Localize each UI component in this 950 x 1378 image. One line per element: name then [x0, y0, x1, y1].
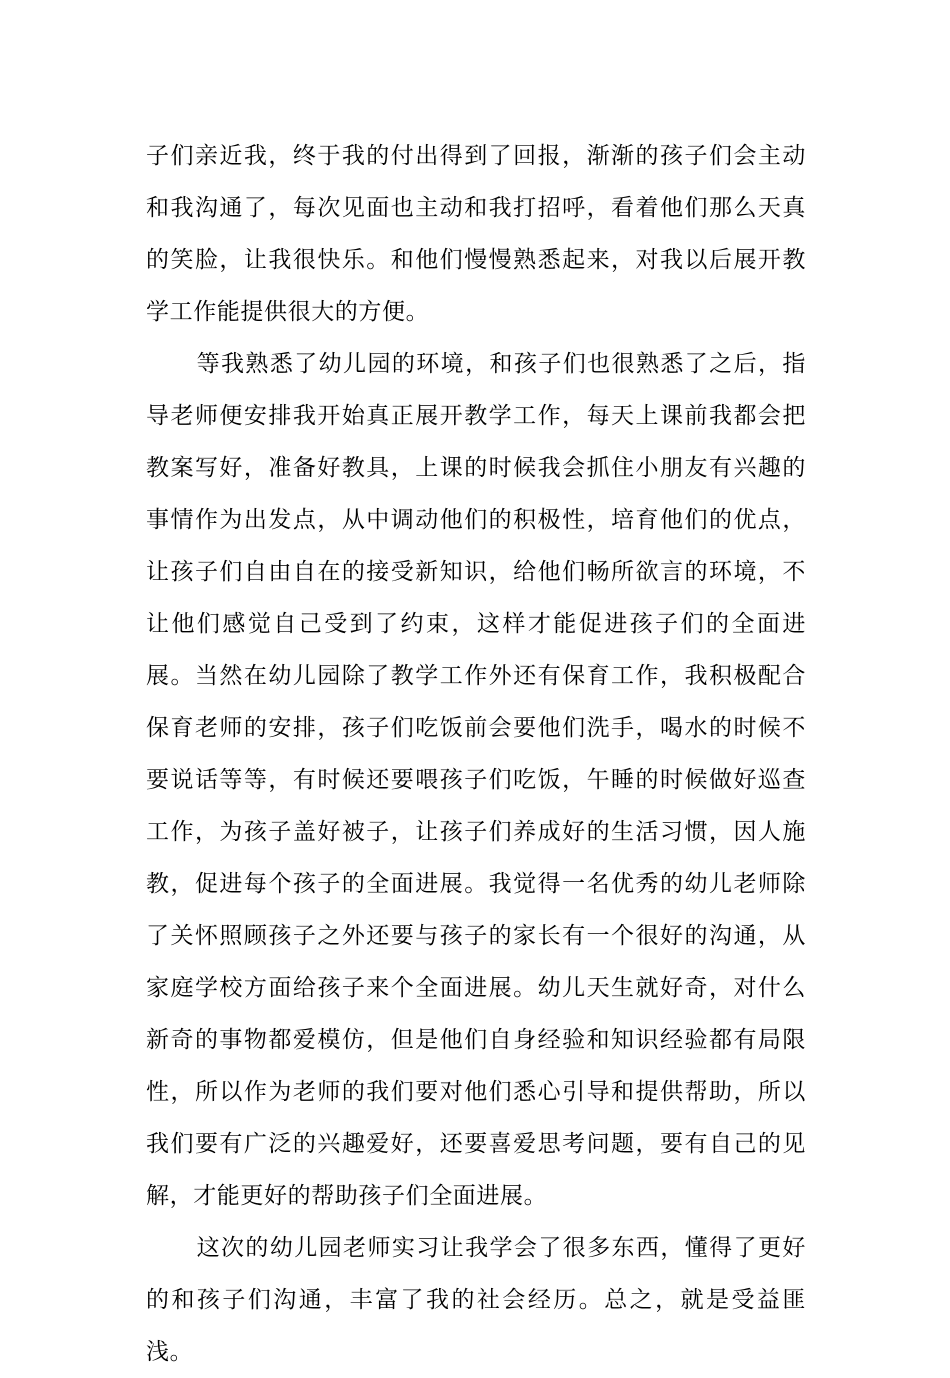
paragraph-3: 这次的幼儿园老师实习让我学会了很多东西，懂得了更好的和孩子们沟通，丰富了我的社会经历。总之，就是受益匪浅。	[146, 1235, 806, 1365]
paragraph-1: 子们亲近我，终于我的付出得到了回报，渐渐的孩子们会主动和我沟通了，每次见面也主动和我打招呼，看着他们那么天真的笑脸，让我很快乐。和他们慢慢熟悉起来，对我以后展开教学工作能提供很大的方便。	[146, 143, 806, 325]
paragraph-2: 等我熟悉了幼儿园的环境，和孩子们也很熟悉了之后，指导老师便安排我开始真正展开教学工作，每天上课前我都会把教案写好，准备好教具，上课的时候我会抓住小朋友有兴趣的事情作为出发点，从中调动他们的积极性，培育他们的优点，让孩子们自由自在的接受新知识，给他们畅所欲言的环境，不让他们感觉自己受到了约束，这样才能促进孩子们的全面进展。当然在幼儿园除了教学工作外还有保育工作，我积极配合保育老师的安排，孩子们吃饭前会要他们洗手，喝水的时候不要说话等等，有时候还要喂孩子们吃饭，午睡的时候做好巡查工作，为孩子盖好被子，让孩子们养成好的生活习惯，因人施教，促进每个孩子的全面进展。我觉得一名优秀的幼儿老师除了关怀照顾孩子之外还要与孩子的家长有一个很好的沟通，从家庭学校方面给孩子来个全面进展。幼儿天生就好奇，对什么新奇的事物都爱模仿，但是他们自身经验和知识经验都有局限性，所以作为老师的我们要对他们悉心引导和提供帮助，所以我们要有广泛的兴趣爱好，还要喜爱思考问题，要有自己的见解，才能更好的帮助孩子们全面进展。	[146, 351, 806, 1209]
document-page	[146, 130, 806, 1378]
